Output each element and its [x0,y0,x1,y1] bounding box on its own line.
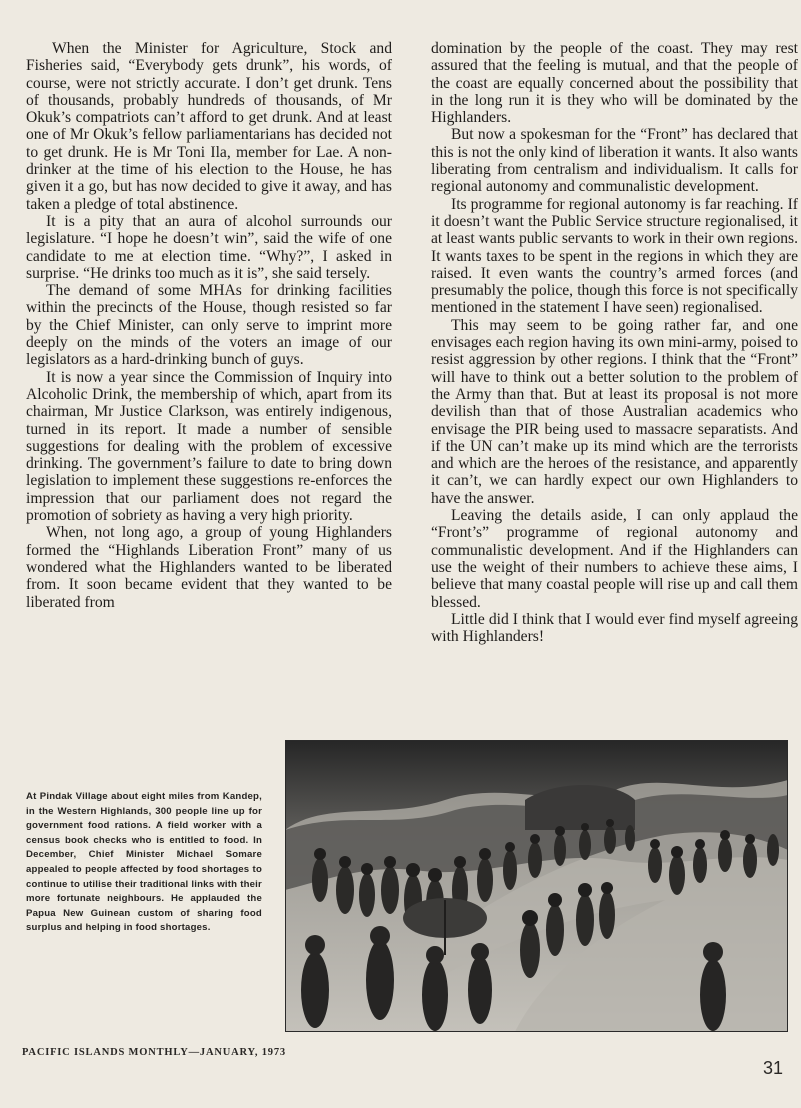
publication-footer: PACIFIC ISLANDS MONTHLY—JANUARY, 1973 [22,1047,286,1058]
page-number: 31 [763,1058,784,1078]
article-column-left [26,40,392,611]
article-paragraph: It is now a year since the Commission of Inquiry into Alcoholic Drink, the membership of which, apart from its chairman, Mr Justice Clarkson, was entirely indigenous, turned in its report. It made a number of sensible suggestions for dealing with the problem of excessive drinking. The government’s failure to date to bring down legislation to implement these suggestions re-enforces the impression that our parliament does not regard the promotion of sobriety as having a very high priority. [26,368,392,525]
photo-caption: At Pindak Village about eight miles from Kandep, in the Western Highlands, 300 people line up for government food rations. A field worker with a census book checks who is entitled to food. In December, Chief Minister Michael Somare appealed to people affected by food shortages to continue to utilise their traditional links with their more fortunate neighbours. He applauded the Papua New Guinean custom of sharing food surplus and helping in food shortages. [26,791,262,934]
article-paragraph: It is a pity that an aura of alcohol surrounds our legislature. “I hope he doesn’t win”, said the wife of one candidate to me at election time. “Why?”, I asked in surprise. “He drinks too much as it is”, she said tersely. [26,212,392,282]
photo-illustration [285,740,788,1032]
article-column-right [431,40,798,645]
article-paragraph: Little did I think that I would ever find myself agreeing with Highlanders! [431,610,798,646]
article-paragraph: Leaving the details aside, I can only applaud the “Front’s” programme of regional autonomy and communalistic development. And if the Highlanders can use the weight of their numbers to achieve these aims, I believe that many coastal people will rise up and call them blessed. [431,507,798,611]
article-paragraph: domination by the people of the coast. They may rest assured that the feeling is mutual, and that the people of the coast are equally concerned about the possibility that in the long run it is they who will be dominated by the Highlanders. [431,40,798,127]
article-paragraph: Its programme for regional autonomy is far reaching. If it doesn’t want the Public Service structure regionalised, it at least wants public servants to work in their own regions. It wants taxes to be spent in the regions in which they are raised. It even wants the country’s armed forces (and presumably the police, though this force is not specifically mentioned in the statement I have seen) regionalised. [431,195,798,317]
article-paragraph: When, not long ago, a group of young Highlanders formed the “Highlands Liberation Front” many of us wondered what the Highlanders wanted to be liberated from. It soon became evident that they wanted to be liberated from [26,524,392,611]
article-paragraph: The demand of some MHAs for drinking facilities within the precincts of the House, though resisted so far by the Chief Minister, can only serve to imprint more deeply on the minds of the voters an image of our legislators as a hard-drinking bunch of guys. [26,282,392,369]
article-paragraph: When the Minister for Agriculture, Stock and Fisheries said, “Everybody gets drunk”, his words, of course, were not strictly accurate. I don’t get drunk. Tens of thousands, probably hundreds of thousands, of Mr Okuk’s compatriots can’t afford to get drunk. And at least one of Mr Okuk’s fellow parliamentarians has decided not to get drunk. He is Mr Toni Ila, member for Lae. A non-drinker at the time of his election to the House, he has given it a go, but has now decided to give it away, and has taken a pledge of total abstinence. [26,40,392,213]
article-paragraph: But now a spokesman for the “Front” has declared that this is not the only kind of liberation it wants. It also wants liberating from centralism and individualism. It calls for regional autonomy and communalistic development. [431,126,798,196]
article-paragraph: This may seem to be going rather far, and one envisages each region having its own mini-army, poised to resist aggression by other regions. I think that the “Front” will have to think out a better solution to the problem of the Army than that. But at least its proposal is not more devilish than that of those Australian academics who envisage the PIR being used to massacre separatists. And if the UN can’t make up its mind which are the terrorists and which are the heroes of the resistance, and apparently it can’t, we can hardly expect our own Highlanders to have the answer. [431,316,798,507]
news-photo [285,740,788,1032]
